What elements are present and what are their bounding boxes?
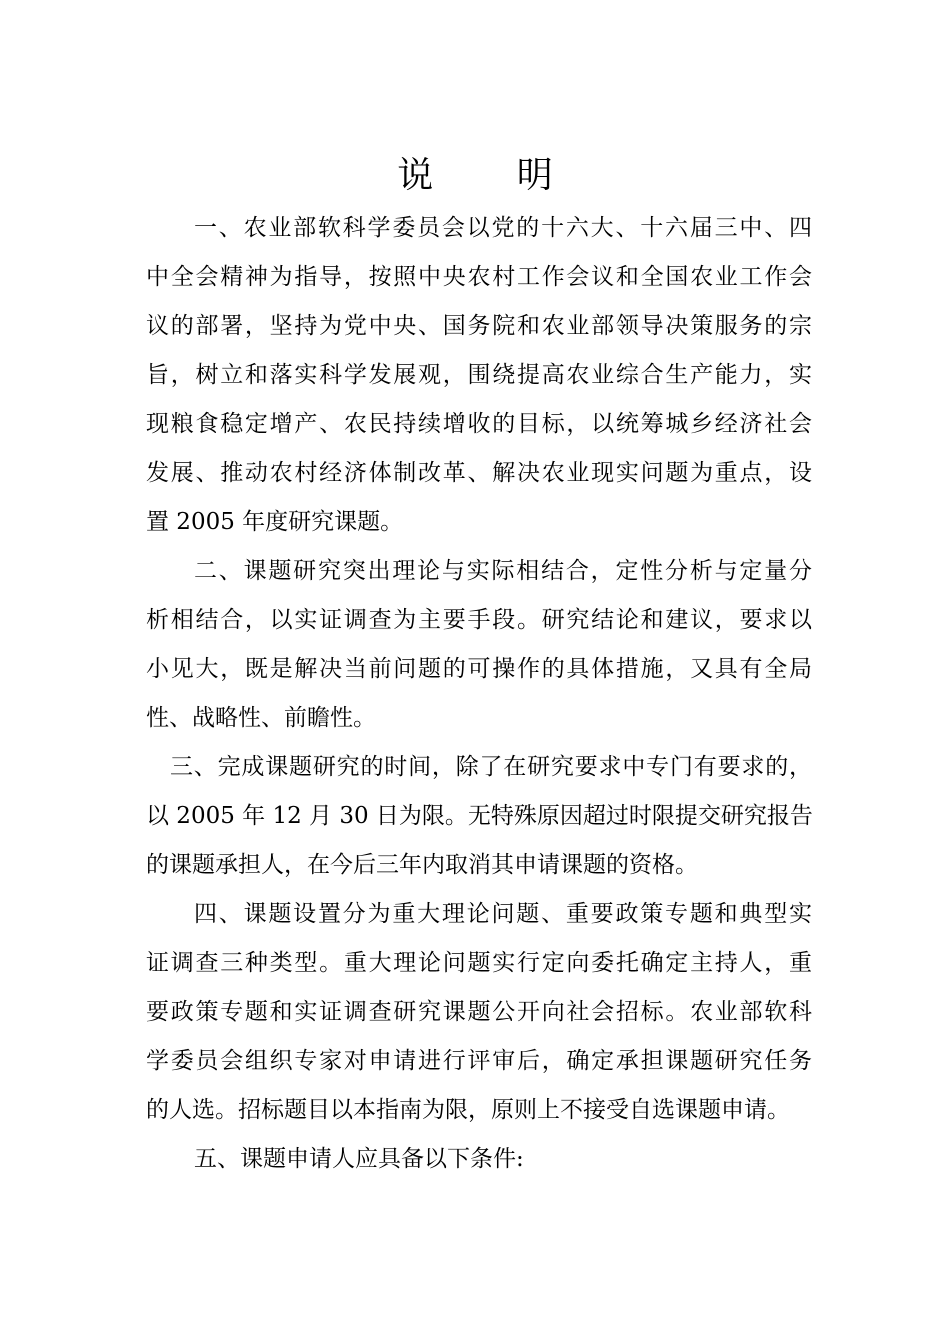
paragraph-line: 的人选。招标题目以本指南为限，原则上不接受自选课题申请。 [146, 1097, 790, 1123]
paragraph-line: 置 2005 年度研究课题。 [146, 509, 404, 535]
document-title: 说 明 [397, 155, 589, 196]
paragraph-2 [146, 547, 812, 743]
paragraph-line: 以 2005 年 12 月 30 日为限。无特殊原因超过时限提交研究报告 [146, 803, 813, 829]
paragraph-1 [146, 204, 812, 547]
paragraph-line: 发展、推动农村经济体制改革、解决农业现实问题为重点，设 [146, 460, 812, 486]
paragraph-line: 三、完成课题研究的时间，除了在研究要求中专门有要求的， [170, 754, 812, 780]
paragraph-line: 现粮食稳定增产、农民持续增收的目标，以统筹城乡经济社会 [146, 411, 812, 437]
paragraph-line: 一、农业部软科学委员会以党的十六大、十六届三中、四 [194, 215, 812, 241]
paragraph-line: 性、战略性、前瞻性。 [146, 705, 376, 731]
paragraph-line: 析相结合，以实证调查为主要手段。研究结论和建议，要求以 [146, 607, 812, 633]
paragraph-3 [146, 743, 812, 890]
paragraph-line: 二、课题研究突出理论与实际相结合，定性分析与定量分 [194, 558, 812, 584]
paragraph-line: 要政策专题和实证调查研究课题公开向社会招标。农业部软科 [146, 999, 812, 1025]
paragraph-line: 旨，树立和落实科学发展观，围绕提高农业综合生产能力，实 [146, 362, 812, 388]
paragraph-4 [146, 890, 812, 1135]
paragraph-line: 五、课题申请人应具备以下条件: [194, 1146, 524, 1172]
paragraph-line: 中全会精神为指导，按照中央农村工作会议和全国农业工作会 [146, 264, 812, 290]
paragraph-line: 四、课题设置分为重大理论问题、重要政策专题和典型实 [194, 901, 812, 927]
paragraph-line: 证调查三种类型。重大理论问题实行定向委托确定主持人，重 [146, 950, 812, 976]
document-body [146, 204, 812, 1184]
paragraph-line: 的课题承担人，在今后三年内取消其申请课题的资格。 [146, 852, 698, 878]
paragraph-line: 小见大，既是解决当前问题的可操作的具体措施，又具有全局 [146, 656, 812, 682]
paragraph-line: 学委员会组织专家对申请进行评审后，确定承担课题研究任务 [146, 1048, 812, 1074]
paragraph-5 [146, 1135, 812, 1184]
paragraph-line: 议的部署，坚持为党中央、国务院和农业部领导决策服务的宗 [146, 313, 812, 339]
